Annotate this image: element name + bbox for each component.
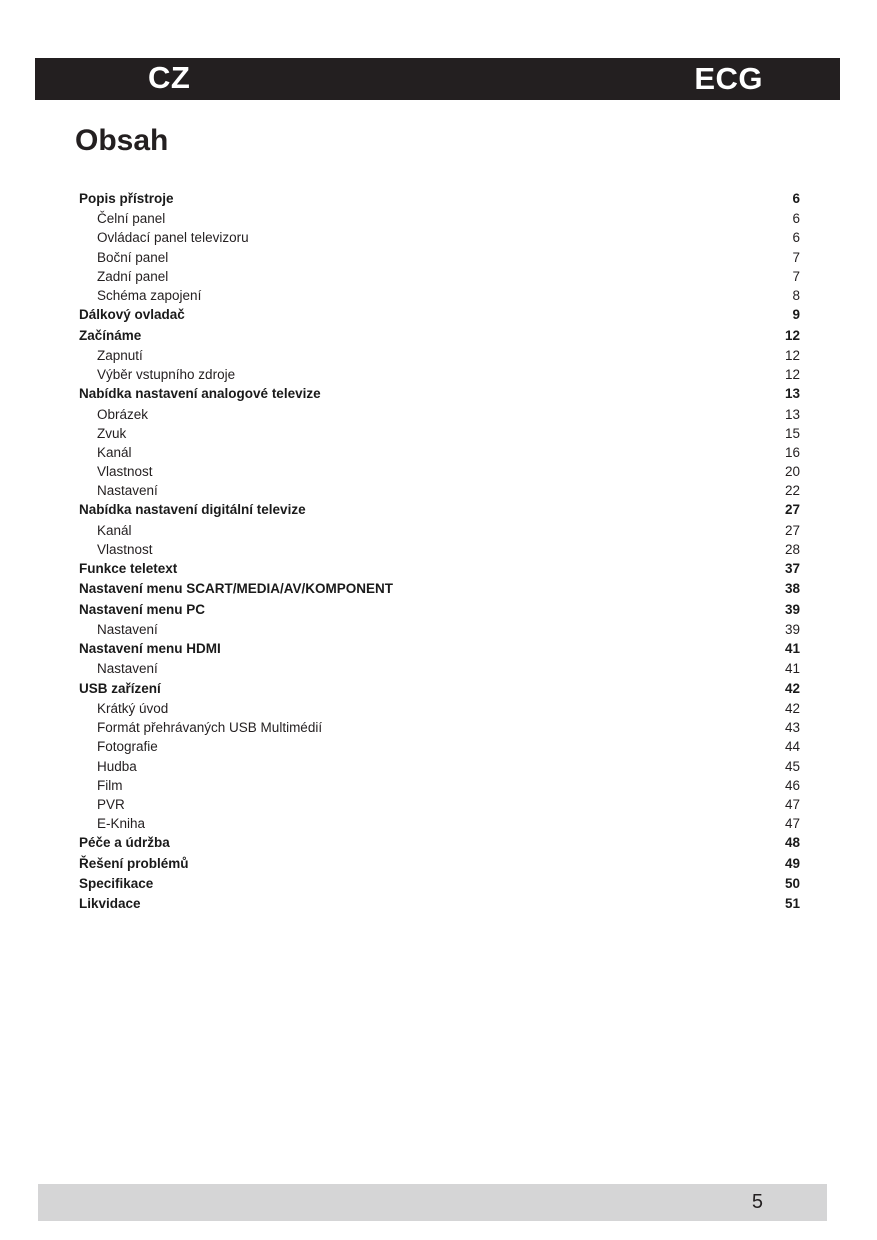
language-code: CZ [148, 60, 191, 95]
toc-subsection[interactable] [79, 248, 800, 267]
toc-subsection[interactable] [79, 521, 800, 540]
toc-entry-label: Nastavení [97, 622, 158, 637]
toc-section[interactable] [79, 579, 800, 599]
toc-entry-page: 39 [784, 622, 800, 637]
toc-section[interactable] [79, 874, 800, 894]
toc-entry-label: Popis přístroje [79, 191, 174, 206]
toc-entry-page: 28 [784, 541, 800, 557]
toc-entry-label: Funkce teletext [79, 561, 178, 577]
toc-subsection[interactable] [79, 209, 800, 228]
toc-section[interactable] [79, 559, 800, 579]
toc-entry-page: 47 [784, 796, 800, 812]
toc-entry-label: Schéma zapojení [97, 288, 202, 304]
toc-entry-page: 41 [784, 661, 800, 677]
toc-entry-page: 47 [784, 816, 800, 832]
toc-entry-label: Vlastnost [97, 464, 153, 480]
toc-entry-label: Nabídka nastavení analogové televize [79, 386, 321, 402]
toc-entry-page: 27 [784, 522, 800, 538]
toc-subsection[interactable] [79, 620, 800, 639]
toc-entry-label: Obrázek [97, 406, 149, 422]
toc-entry-label: Zapnutí [97, 347, 143, 363]
toc-entry-page: 6 [792, 230, 800, 246]
toc-entry-label: Specifikace [79, 875, 154, 891]
toc-entry-page: 15 [784, 425, 800, 441]
toc-entry-label: Čelní panel [97, 211, 166, 227]
toc-subsection[interactable] [79, 699, 800, 718]
toc-subsection[interactable] [79, 443, 800, 462]
toc-entry-page: 48 [784, 835, 800, 851]
toc-subsection[interactable] [79, 424, 800, 443]
toc-section[interactable] [79, 833, 800, 853]
toc-entry-label: Nabídka nastavení digitální televize [79, 502, 306, 518]
toc-subsection[interactable] [79, 286, 800, 305]
toc-entry-label: Nastavení [97, 483, 158, 499]
toc-entry-page: 13 [784, 406, 800, 422]
toc-entry-page: 37 [784, 561, 800, 577]
toc-entry-page: 7 [792, 268, 800, 284]
toc-entry-page: 12 [784, 347, 800, 363]
toc-entry-label: Boční panel [97, 249, 169, 265]
toc-entry-label: Krátký úvod [97, 700, 169, 716]
toc-entry-label: Film [97, 777, 123, 793]
toc-subsection[interactable] [79, 481, 800, 500]
toc-entry-label: Výběr vstupního zdroje [97, 367, 236, 383]
toc-subsection[interactable] [79, 540, 800, 559]
toc-section[interactable] [79, 326, 800, 346]
toc-subsection[interactable] [79, 814, 800, 833]
toc-entry-label: Řešení problémů [79, 855, 189, 871]
toc-subsection[interactable] [79, 795, 800, 814]
toc-subsection[interactable] [79, 405, 800, 424]
toc-entry-page: 13 [784, 386, 800, 402]
brand-logo: ECG [694, 61, 763, 96]
toc-entry-label: Nastavení menu PC [79, 601, 206, 617]
table-of-contents [79, 189, 800, 914]
toc-entry-label: Kanál [97, 444, 132, 460]
toc-entry-page: 42 [784, 680, 800, 696]
toc-subsection[interactable] [79, 737, 800, 756]
toc-entry-label: Vlastnost [97, 541, 153, 557]
toc-entry-label: Začínáme [79, 327, 142, 343]
toc-entry-page: 27 [784, 502, 800, 518]
toc-entry-label: Nastavení menu SCART/MEDIA/AV/KOMPONENT [79, 581, 394, 597]
toc-entry-page: 39 [784, 601, 800, 617]
toc-subsection[interactable] [79, 462, 800, 481]
toc-subsection[interactable] [79, 365, 800, 384]
toc-entry-page: 45 [784, 758, 800, 774]
page-title: Obsah [75, 124, 169, 157]
toc-entry-label: Nastavení [97, 661, 158, 677]
toc-entry-label: Dálkový ovladač [79, 307, 185, 323]
toc-section[interactable] [79, 384, 800, 404]
header-bar [35, 58, 840, 100]
toc-entry-page: 22 [784, 483, 800, 499]
toc-subsection[interactable] [79, 346, 800, 365]
toc-entry-label: Zvuk [97, 425, 127, 441]
toc-entry-page: 50 [784, 875, 800, 891]
toc-section[interactable] [79, 639, 800, 659]
toc-entry-page: 42 [784, 700, 800, 716]
toc-entry-page: 9 [792, 307, 800, 323]
toc-subsection[interactable] [79, 267, 800, 286]
toc-entry-page: 12 [784, 327, 800, 343]
toc-entry-page: 7 [792, 249, 800, 265]
toc-subsection[interactable] [79, 757, 800, 776]
footer-bar [38, 1184, 827, 1221]
toc-entry-page: 6 [792, 191, 800, 206]
toc-entry-page: 44 [784, 739, 800, 755]
toc-entry-label: Ovládací panel televizoru [97, 230, 249, 246]
toc-section[interactable] [79, 894, 800, 914]
toc-entry-page: 12 [784, 367, 800, 383]
toc-subsection[interactable] [79, 776, 800, 795]
toc-entry-label: USB zařízení [79, 680, 161, 696]
toc-entry-page: 8 [792, 288, 800, 304]
toc-subsection[interactable] [79, 659, 800, 678]
toc-entry-label: Hudba [97, 758, 137, 774]
toc-entry-page: 6 [792, 211, 800, 227]
page-number: 5 [751, 1191, 763, 1213]
toc-subsection[interactable] [79, 718, 800, 737]
toc-entry-page: 43 [784, 720, 800, 736]
toc-section[interactable] [79, 189, 800, 209]
toc-entry-label: Nastavení menu HDMI [79, 641, 221, 657]
toc-section[interactable] [79, 679, 800, 699]
toc-entry-page: 20 [784, 464, 800, 480]
toc-entry-label: Formát přehrávaných USB Multimédií [97, 720, 323, 736]
toc-section[interactable] [79, 500, 800, 520]
toc-entry-page: 46 [784, 777, 800, 793]
toc-section[interactable] [79, 854, 800, 874]
toc-subsection[interactable] [79, 228, 800, 247]
toc-entry-page: 51 [784, 896, 800, 912]
toc-entry-label: Fotografie [97, 739, 158, 755]
toc-entry-page: 38 [784, 581, 800, 597]
toc-entry-label: Kanál [97, 522, 132, 538]
toc-entry-label: PVR [97, 796, 125, 812]
toc-entry-page: 49 [784, 855, 800, 871]
toc-entry-label: E-Kniha [97, 816, 146, 832]
toc-section[interactable] [79, 305, 800, 325]
toc-entry-label: Likvidace [79, 896, 141, 912]
toc-entry-page: 16 [784, 444, 800, 460]
toc-section[interactable] [79, 600, 800, 620]
toc-entry-page: 41 [784, 641, 800, 657]
toc-entry-label: Zadní panel [97, 268, 169, 284]
toc-entry-label: Péče a údržba [79, 835, 170, 851]
